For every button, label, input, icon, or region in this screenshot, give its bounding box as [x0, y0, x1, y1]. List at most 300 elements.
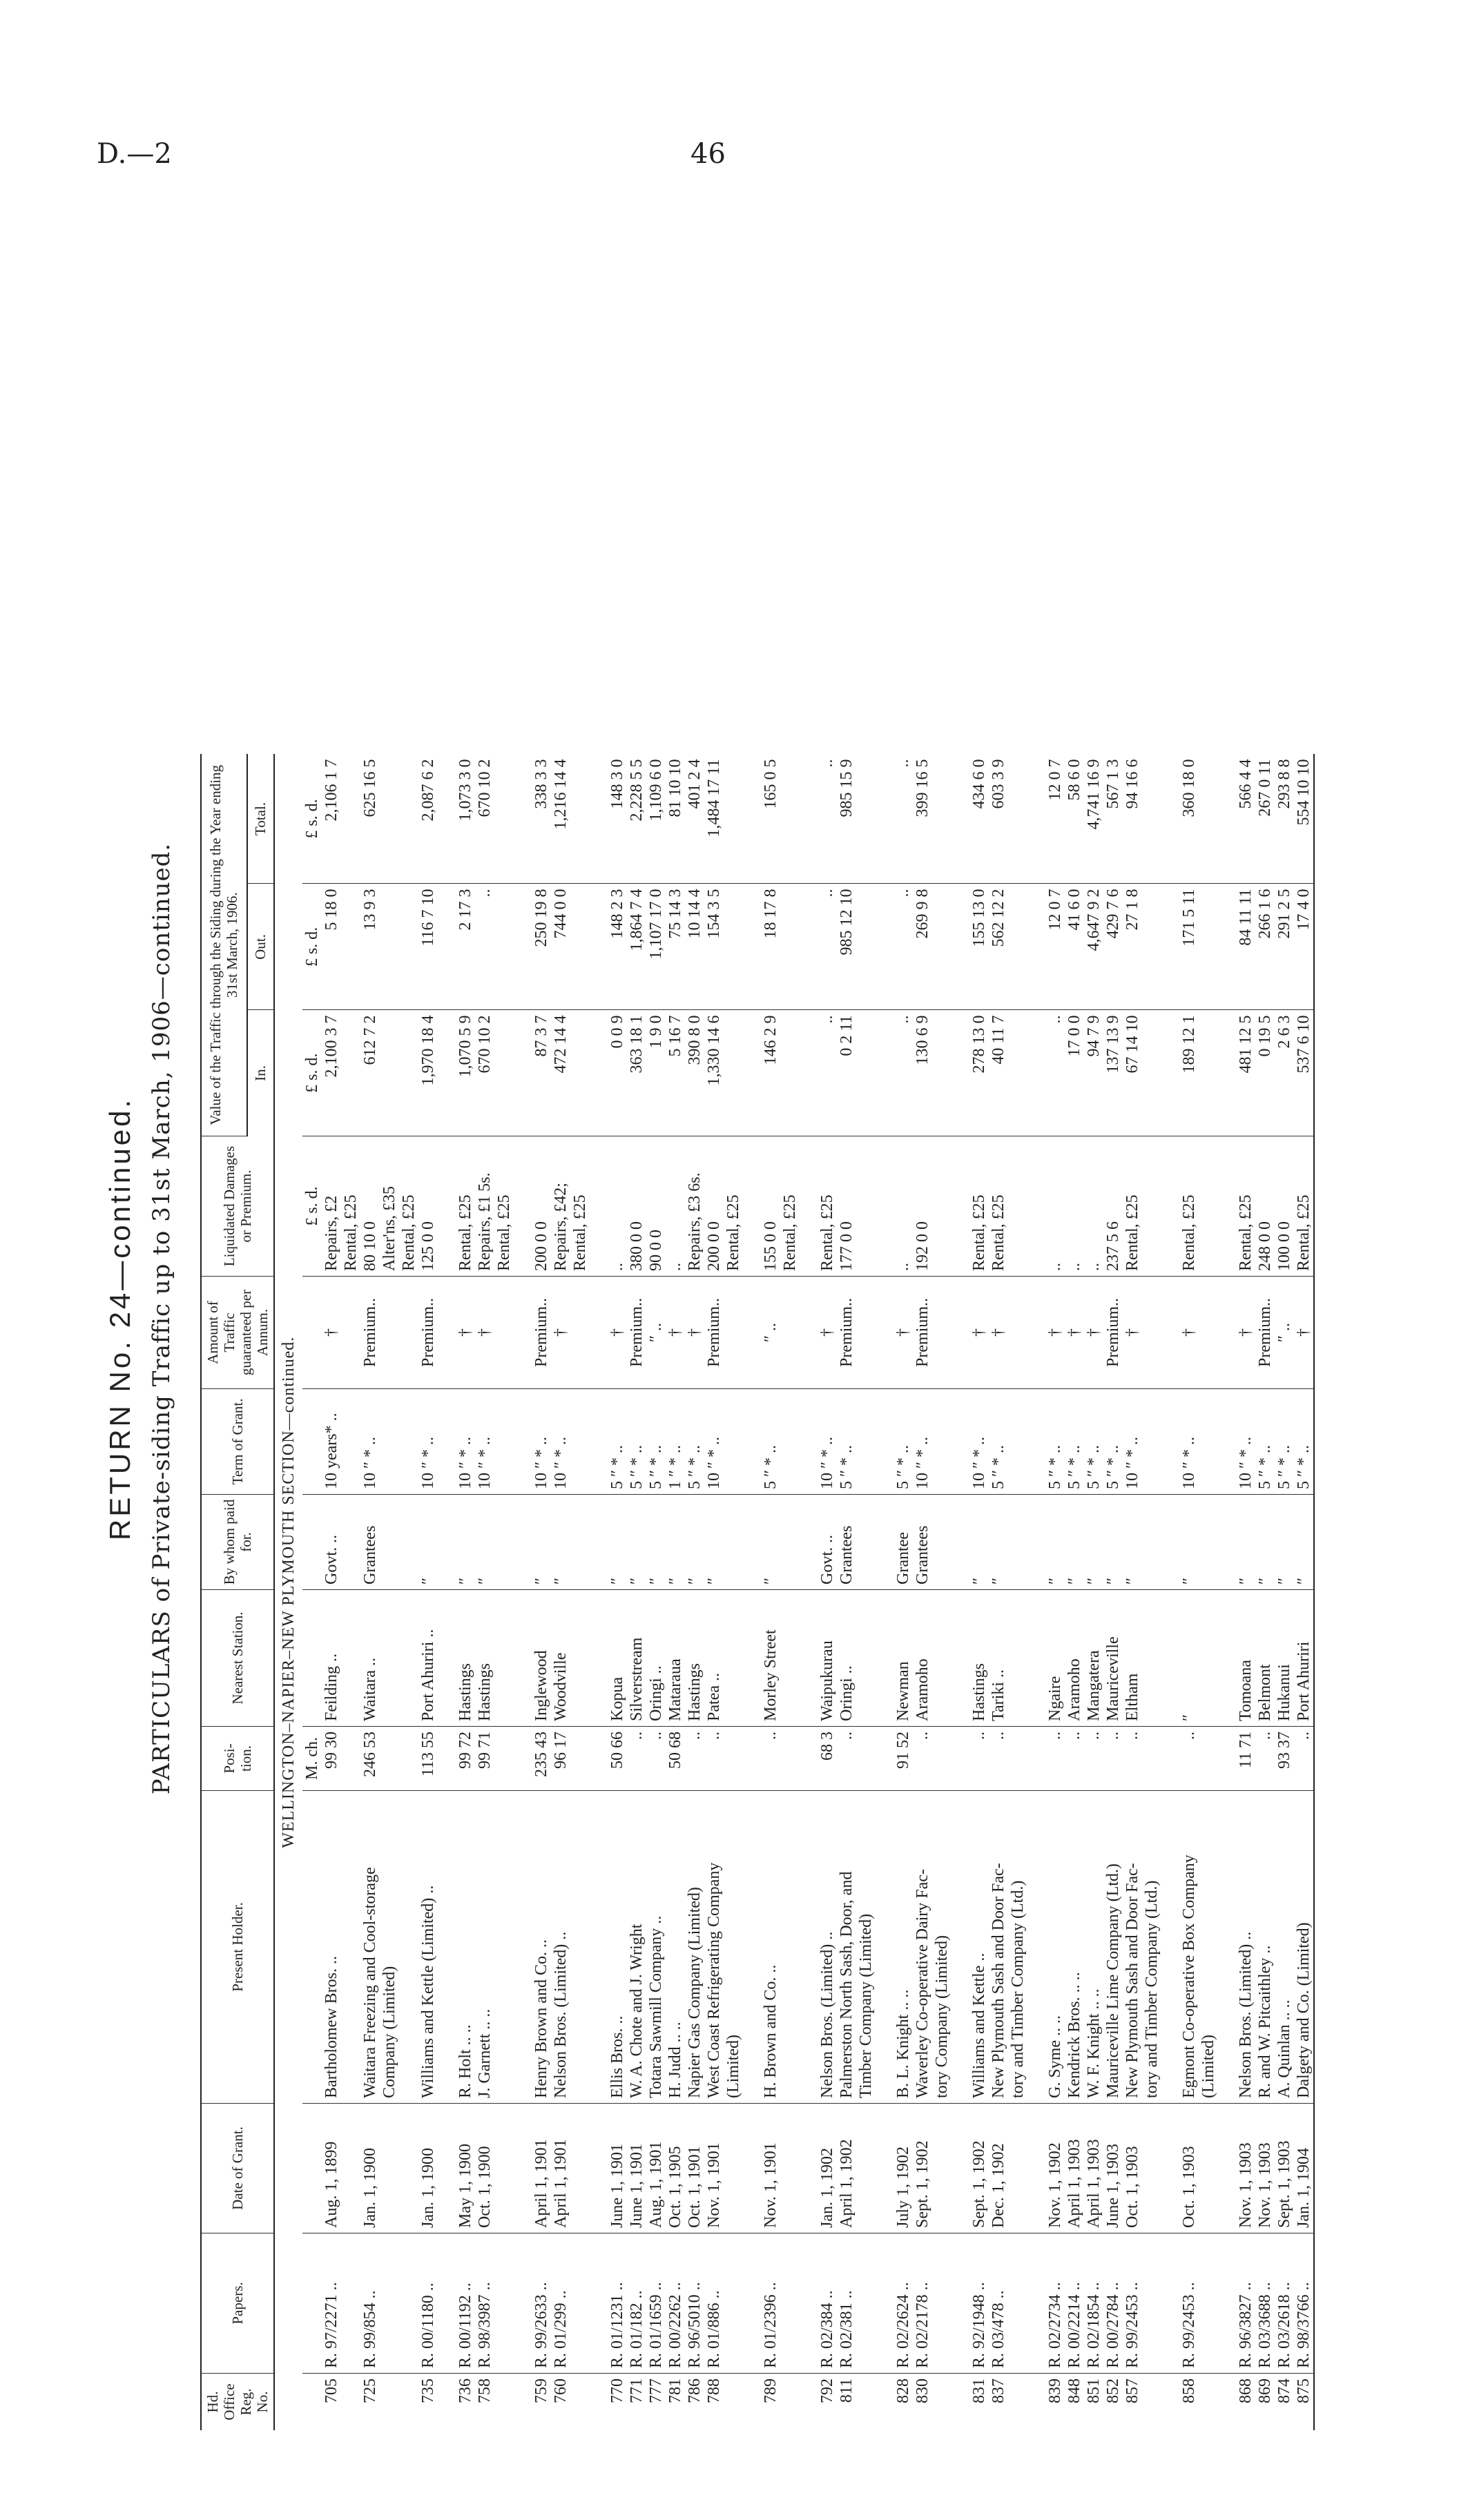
row-gap — [952, 755, 969, 2431]
cell-in: 146 2 9 — [761, 1010, 780, 1136]
table-row — [341, 755, 360, 2431]
cell-paid — [932, 1495, 952, 1590]
cell-total: 434 6 0 — [969, 755, 989, 884]
cell-amount: ″ .. — [1275, 1277, 1294, 1389]
cell-amount: † — [551, 1277, 570, 1389]
cell-date — [399, 2104, 418, 2233]
cell-position — [380, 1727, 399, 1791]
cell-liq: 200 0 0 — [704, 1136, 724, 1277]
cell-station: Mauriceville — [1103, 1590, 1123, 1727]
cell-total: 2,106 1 7 — [322, 755, 341, 884]
cell-regno: 777 — [647, 2378, 665, 2403]
cell-liq: .. — [1084, 1136, 1103, 1277]
cell-term — [380, 1389, 399, 1495]
cell-out: 5 18 0 — [322, 884, 341, 1010]
cell-amount: † — [666, 1277, 685, 1389]
table-row — [399, 755, 418, 2431]
cell-paid: ″ — [1065, 1495, 1084, 1590]
table-row — [1275, 755, 1294, 2431]
cell-station: Port Ahuriri .. — [418, 1590, 438, 1727]
cell-date: Jan. 1, 1904 — [1294, 2104, 1314, 2233]
table-row — [1142, 755, 1161, 2431]
cell-term — [856, 1389, 876, 1495]
table-row — [551, 755, 570, 2431]
cell-papers: R. 99/854 .. — [360, 2233, 380, 2374]
cell-station: Patea .. — [704, 1590, 724, 1727]
table-row — [1065, 755, 1084, 2431]
cell-date: Nov. 1, 1901 — [761, 2104, 780, 2233]
cell-station: Hastings — [969, 1590, 989, 1727]
cell-papers: R. 02/2734 .. — [1045, 2233, 1065, 2374]
table-row — [704, 755, 724, 2431]
cell-holder — [570, 1791, 590, 2104]
cell-holder: Totara Sawmill Company .. — [646, 1791, 666, 2104]
row-gap — [743, 755, 761, 2431]
cell-amount: Premium.. — [837, 1277, 856, 1389]
cell-station — [932, 1590, 952, 1727]
cell-position: .. — [761, 1727, 780, 1791]
cell-in: 1,070 5 9 — [456, 1010, 475, 1136]
cell-out — [341, 884, 360, 1010]
cell-position — [724, 1727, 743, 1791]
cell-station: Feilding .. — [322, 1590, 341, 1727]
cell-term: 10 ″ * .. — [1236, 1389, 1255, 1495]
cell-date: Dec. 1, 1902 — [989, 2104, 1008, 2233]
cell-in — [570, 1010, 590, 1136]
cell-regno: 852 — [1104, 2378, 1122, 2403]
col-station: Nearest Station. — [201, 1590, 274, 1727]
cell-in: 1 9 0 — [646, 1010, 666, 1136]
cell-holder: Waverley Co-operative Dairy Fac- — [913, 1791, 932, 2104]
cell-regno — [570, 2374, 590, 2431]
cell-total: 554 10 10 — [1294, 755, 1314, 884]
cell-total: 338 3 3 — [532, 755, 551, 884]
cell-term: 5 ″ * .. — [837, 1389, 856, 1495]
cell-amount — [1142, 1277, 1161, 1389]
cell-papers: R. 00/2214 .. — [1065, 2233, 1084, 2374]
cell-out: 75 14 3 — [666, 884, 685, 1010]
cell-regno: 770 — [608, 2378, 626, 2403]
cell-station: Hastings — [456, 1590, 475, 1727]
cell-in: 278 13 0 — [969, 1010, 989, 1136]
cell-station — [780, 1590, 800, 1727]
cell-date: April 1, 1901 — [532, 2104, 551, 2233]
cell-holder — [399, 1791, 418, 2104]
cell-regno: 788 — [705, 2378, 723, 2403]
cell-out: 4,647 9 2 — [1084, 884, 1103, 1010]
cell-amount: † — [969, 1277, 989, 1389]
cell-station: Hastings — [475, 1590, 494, 1727]
cell-out: 18 17 8 — [761, 884, 780, 1010]
cell-liq: Repairs, £3 6s. — [685, 1136, 704, 1277]
cell-amount: Premium.. — [1103, 1277, 1123, 1389]
cell-total — [341, 755, 360, 884]
cell-papers: R. 02/2178 .. — [913, 2233, 932, 2374]
cell-in: 363 18 1 — [627, 1010, 646, 1136]
cell-station: Mataraua — [666, 1590, 685, 1727]
cell-liq: Rental, £25 — [969, 1136, 989, 1277]
cell-amount — [1199, 1277, 1218, 1389]
cell-out — [780, 884, 800, 1010]
cell-total: 4,741 16 9 — [1084, 755, 1103, 884]
cell-station: Tariki .. — [989, 1590, 1008, 1727]
cell-position: .. — [913, 1727, 932, 1791]
cell-papers: R. 01/1231 .. — [608, 2233, 627, 2374]
cell-date: Jan. 1, 1900 — [360, 2104, 380, 2233]
cell-liq: 380 0 0 — [627, 1136, 646, 1277]
table-row — [1236, 755, 1255, 2431]
cell-date — [724, 2104, 743, 2233]
cell-out — [1142, 884, 1161, 1010]
cell-holder: New Plymouth Sash and Door Fac- — [1123, 1791, 1142, 2104]
cell-station — [1142, 1590, 1161, 1727]
cell-in — [724, 1010, 743, 1136]
cell-date: Aug. 1, 1901 — [646, 2104, 666, 2233]
cell-term: 5 ″ * .. — [1084, 1389, 1103, 1495]
cell-station: Port Ahuriri — [1294, 1590, 1314, 1727]
cell-holder: tory and Timber Company (Ltd.) — [1142, 1791, 1161, 2104]
cell-out: 2 17 3 — [456, 884, 475, 1010]
cell-total — [380, 755, 399, 884]
cell-papers: R. 96/5010 .. — [685, 2233, 704, 2374]
cell-regno: 831 — [970, 2378, 988, 2403]
cell-out: 269 9 8 — [913, 884, 932, 1010]
cell-in — [341, 1010, 360, 1136]
cell-liq: 100 0 0 — [1275, 1136, 1294, 1277]
cell-paid: Govt. .. — [818, 1495, 837, 1590]
cell-term — [1008, 1389, 1027, 1495]
cell-term: 10 ″ * .. — [1123, 1389, 1142, 1495]
cell-amount: † — [685, 1277, 704, 1389]
cell-regno — [780, 2374, 800, 2431]
cell-amount: Premium.. — [360, 1277, 380, 1389]
cell-paid: ″ — [475, 1495, 494, 1590]
cell-papers — [1199, 2233, 1218, 2374]
table-row — [969, 755, 989, 2431]
cell-regno — [341, 2374, 360, 2431]
cell-position: .. — [1255, 1727, 1275, 1791]
cell-regno: 830 — [914, 2378, 931, 2403]
cell-holder: Palmerston North Sash, Door, and — [837, 1791, 856, 2104]
cell-out: 154 3 5 — [704, 884, 724, 1010]
cell-liq: .. — [666, 1136, 685, 1277]
cell-paid: ″ — [969, 1495, 989, 1590]
page-ref: D.—2 — [97, 138, 172, 170]
cell-station: Hukanui — [1275, 1590, 1294, 1727]
cell-regno: 875 — [1294, 2374, 1314, 2431]
cell-term: 10 years* .. — [322, 1389, 341, 1495]
cell-term: 10 ″ * .. — [475, 1389, 494, 1495]
cell-total — [724, 755, 743, 884]
cell-regno: 792 — [818, 2378, 836, 2403]
cell-out: 985 12 10 — [837, 884, 856, 1010]
col-term: Term of Grant. — [201, 1389, 274, 1495]
row-gap — [1218, 755, 1236, 2431]
cell-out: 429 7 6 — [1103, 884, 1123, 1010]
cell-in: 390 8 0 — [685, 1010, 704, 1136]
cell-out: 148 2 3 — [608, 884, 627, 1010]
cell-total — [1199, 755, 1218, 884]
cell-papers: R. 01/299 .. — [551, 2233, 570, 2374]
cell-date: Nov. 1, 1902 — [1045, 2104, 1065, 2233]
cell-paid: ″ — [1103, 1495, 1123, 1590]
cell-papers: R. 96/3827 .. — [1236, 2233, 1255, 2374]
cell-holder: J. Garnett .. .. — [475, 1791, 494, 2104]
cell-paid: ″ — [456, 1495, 475, 1590]
cell-papers: R. 01/2396 .. — [761, 2233, 780, 2374]
table-row — [666, 755, 685, 2431]
cell-paid: ″ — [685, 1495, 704, 1590]
cell-station: Hastings — [685, 1590, 704, 1727]
col-position: Posi- tion. — [201, 1727, 274, 1791]
cell-position: 11 71 — [1236, 1727, 1255, 1791]
cell-holder: (Limited) — [724, 1791, 743, 2104]
cell-liq: Rental, £25 — [989, 1136, 1008, 1277]
cell-in: .. — [894, 1010, 913, 1136]
col-in: In. — [247, 1010, 274, 1136]
cell-position: .. — [1294, 1727, 1314, 1791]
cell-liq — [1199, 1136, 1218, 1277]
cell-term: 5 ″ * .. — [608, 1389, 627, 1495]
cell-amount — [380, 1277, 399, 1389]
cell-in: 2,100 3 7 — [322, 1010, 341, 1136]
cell-amount — [1008, 1277, 1027, 1389]
cell-in: 612 7 2 — [360, 1010, 380, 1136]
table-row — [1008, 755, 1027, 2431]
cell-date — [780, 2104, 800, 2233]
cell-holder: R. and W. Pitcaithley .. — [1255, 1791, 1275, 2104]
cell-position: 246 53 — [360, 1727, 380, 1791]
cell-term: 5 ″ * .. — [1065, 1389, 1084, 1495]
cell-date: April 1, 1903 — [1084, 2104, 1103, 2233]
cell-paid: Govt. .. — [322, 1495, 341, 1590]
cell-amount: Premium.. — [532, 1277, 551, 1389]
cell-in: 87 3 7 — [532, 1010, 551, 1136]
col-paid: By whom paid for. — [201, 1495, 274, 1590]
cell-paid: ″ — [1294, 1495, 1314, 1590]
row-gap — [514, 755, 532, 2431]
cell-regno: 828 — [894, 2378, 912, 2403]
cell-station: Waipukurau — [818, 1590, 837, 1727]
private-siding-table — [200, 755, 1315, 2431]
table-row — [456, 755, 475, 2431]
cell-amount: ″ .. — [646, 1277, 666, 1389]
cell-papers — [341, 2233, 360, 2374]
cell-papers: R. 00/1192 .. — [456, 2233, 475, 2374]
cell-holder: B. L. Knight .. .. — [894, 1791, 913, 2104]
cell-out: 250 19 8 — [532, 884, 551, 1010]
cell-in: 1,970 18 4 — [418, 1010, 438, 1136]
cell-station: Oringi .. — [646, 1590, 666, 1727]
cell-station: Tomoana — [1236, 1590, 1255, 1727]
cell-regno: 811 — [838, 2378, 856, 2403]
cell-holder — [780, 1791, 800, 2104]
cell-out: 13 9 3 — [360, 884, 380, 1010]
cell-holder: Nelson Bros. (Limited) .. — [551, 1791, 570, 2104]
cell-regno: 874 — [1275, 2378, 1293, 2403]
cell-paid: ″ — [989, 1495, 1008, 1590]
cell-position: 113 55 — [418, 1727, 438, 1791]
col-value-group: Value of the Traffic through the Siding during the Year ending 31st March, 1906. — [201, 755, 247, 1136]
cell-amount — [724, 1277, 743, 1389]
unit-in: £ s. d. — [302, 1010, 322, 1136]
cell-paid: ″ — [1255, 1495, 1275, 1590]
cell-holder: A. Quinlan .. .. — [1275, 1791, 1294, 2104]
cell-term — [780, 1389, 800, 1495]
cell-in: 40 11 7 — [989, 1010, 1008, 1136]
cell-out: 291 2 5 — [1275, 884, 1294, 1010]
cell-position: .. — [837, 1727, 856, 1791]
cell-papers: R. 02/384 .. — [818, 2233, 837, 2374]
cell-total: 58 6 0 — [1065, 755, 1084, 884]
cell-holder: Napier Gas Company (Limited) — [685, 1791, 704, 2104]
cell-position: 99 30 — [322, 1727, 341, 1791]
cell-papers: R. 03/3688 .. — [1255, 2233, 1275, 2374]
cell-liq: 90 0 0 — [646, 1136, 666, 1277]
cell-liq: Rental, £25 — [1236, 1136, 1255, 1277]
cell-amount: † — [608, 1277, 627, 1389]
return-title: RETURN No. 24—continued. — [104, 1096, 136, 1541]
cell-term: 5 ″ * .. — [989, 1389, 1008, 1495]
cell-in: .. — [1045, 1010, 1065, 1136]
cell-paid: ″ — [1123, 1495, 1142, 1590]
cell-in: 5 16 7 — [666, 1010, 685, 1136]
cell-paid: ″ — [627, 1495, 646, 1590]
cell-liq: Repairs, £42; — [551, 1136, 570, 1277]
cell-amount: Premium.. — [704, 1277, 724, 1389]
cell-liq: Rental, £25 — [818, 1136, 837, 1277]
cell-position: 235 43 — [532, 1727, 551, 1791]
cell-regno — [399, 2374, 418, 2431]
cell-holder: Ellis Bros. .. — [608, 1791, 627, 2104]
cell-out: 17 4 0 — [1294, 884, 1314, 1010]
table-row — [932, 755, 952, 2431]
cell-regno: 736 — [456, 2378, 474, 2403]
cell-holder: H. Brown and Co. .. — [761, 1791, 780, 2104]
cell-date — [570, 2104, 590, 2233]
cell-out: 12 0 7 — [1045, 884, 1065, 1010]
cell-amount: † — [818, 1277, 837, 1389]
cell-papers — [570, 2233, 590, 2374]
cell-position: .. — [627, 1727, 646, 1791]
table-row — [780, 755, 800, 2431]
cell-term — [932, 1389, 952, 1495]
cell-papers: R. 02/381 .. — [837, 2233, 856, 2374]
cell-date: Nov. 1, 1903 — [1236, 2104, 1255, 2233]
cell-station: ″ — [1179, 1590, 1199, 1727]
cell-out — [856, 884, 876, 1010]
cell-paid — [1199, 1495, 1218, 1590]
cell-station — [1199, 1590, 1218, 1727]
cell-papers: R. 99/2453 .. — [1179, 2233, 1199, 2374]
cell-papers: R. 02/2624 .. — [894, 2233, 913, 2374]
cell-liq — [1008, 1136, 1027, 1277]
cell-station: Woodville — [551, 1590, 570, 1727]
cell-paid — [1008, 1495, 1027, 1590]
cell-term — [341, 1389, 360, 1495]
cell-station — [856, 1590, 876, 1727]
cell-date: Aug. 1, 1899 — [322, 2104, 341, 2233]
cell-position: .. — [1103, 1727, 1123, 1791]
cell-out: .. — [818, 884, 837, 1010]
cell-paid: ″ — [666, 1495, 685, 1590]
cell-total — [1142, 755, 1161, 884]
cell-paid — [341, 1495, 360, 1590]
cell-amount — [570, 1277, 590, 1389]
cell-term: 10 ″ * .. — [360, 1389, 380, 1495]
cell-date: June 1, 1901 — [608, 2104, 627, 2233]
cell-papers — [780, 2233, 800, 2374]
cell-position — [1008, 1727, 1027, 1791]
cell-paid: ″ — [608, 1495, 627, 1590]
cell-liq: Rental, £25 — [1179, 1136, 1199, 1277]
table-row — [360, 755, 380, 2431]
cell-date: Sept. 1, 1903 — [1275, 2104, 1294, 2233]
cell-total: 81 10 10 — [666, 755, 685, 884]
cell-position — [399, 1727, 418, 1791]
cell-date: April 1, 1902 — [837, 2104, 856, 2233]
cell-papers: R. 01/1659 .. — [646, 2233, 666, 2374]
cell-term: 10 ″ * .. — [418, 1389, 438, 1495]
cell-position: .. — [1123, 1727, 1142, 1791]
cell-total: 94 16 6 — [1123, 755, 1142, 884]
cell-in: 94 7 9 — [1084, 1010, 1103, 1136]
cell-regno — [856, 2374, 876, 2431]
cell-station: Silverstream — [627, 1590, 646, 1727]
cell-position: .. — [1045, 1727, 1065, 1791]
cell-holder — [341, 1791, 360, 2104]
cell-amount: † — [1045, 1277, 1065, 1389]
cell-out: 84 11 11 — [1236, 884, 1255, 1010]
table-row — [1255, 755, 1275, 2431]
cell-liq: 192 0 0 — [913, 1136, 932, 1277]
cell-papers: R. 99/2453 .. — [1123, 2233, 1142, 2374]
cell-liq: Rental, £25 — [570, 1136, 590, 1277]
cell-total: 985 15 9 — [837, 755, 856, 884]
cell-term: 5 ″ * .. — [685, 1389, 704, 1495]
cell-in: 17 0 0 — [1065, 1010, 1084, 1136]
cell-in — [399, 1010, 418, 1136]
cell-total — [494, 755, 514, 884]
col-out: Out. — [247, 884, 274, 1010]
table-row — [418, 755, 438, 2431]
cell-out — [399, 884, 418, 1010]
cell-total: 2,228 5 5 — [627, 755, 646, 884]
cell-date: July 1, 1902 — [894, 2104, 913, 2233]
table-row — [532, 755, 551, 2431]
cell-total: 267 0 11 — [1255, 755, 1275, 884]
cell-paid — [570, 1495, 590, 1590]
cell-holder: Henry Brown and Co. .. — [532, 1791, 551, 2104]
cell-liq: .. — [608, 1136, 627, 1277]
cell-liq: Rental, £25 — [399, 1136, 418, 1277]
cell-date — [341, 2104, 360, 2233]
cell-date: June 1, 1903 — [1103, 2104, 1123, 2233]
table-row — [989, 755, 1008, 2431]
cell-total: 566 4 4 — [1236, 755, 1255, 884]
cell-position: .. — [1179, 1727, 1199, 1791]
table-row — [894, 755, 913, 2431]
cell-date — [1142, 2104, 1161, 2233]
cell-date: April 1, 1901 — [551, 2104, 570, 2233]
cell-liq: .. — [1065, 1136, 1084, 1277]
cell-paid: Grantees — [913, 1495, 932, 1590]
cell-date — [1008, 2104, 1027, 2233]
cell-in: 189 12 1 — [1179, 1010, 1199, 1136]
cell-amount: Premium.. — [913, 1277, 932, 1389]
cell-total: 603 3 9 — [989, 755, 1008, 884]
cell-total: 1,073 3 0 — [456, 755, 475, 884]
